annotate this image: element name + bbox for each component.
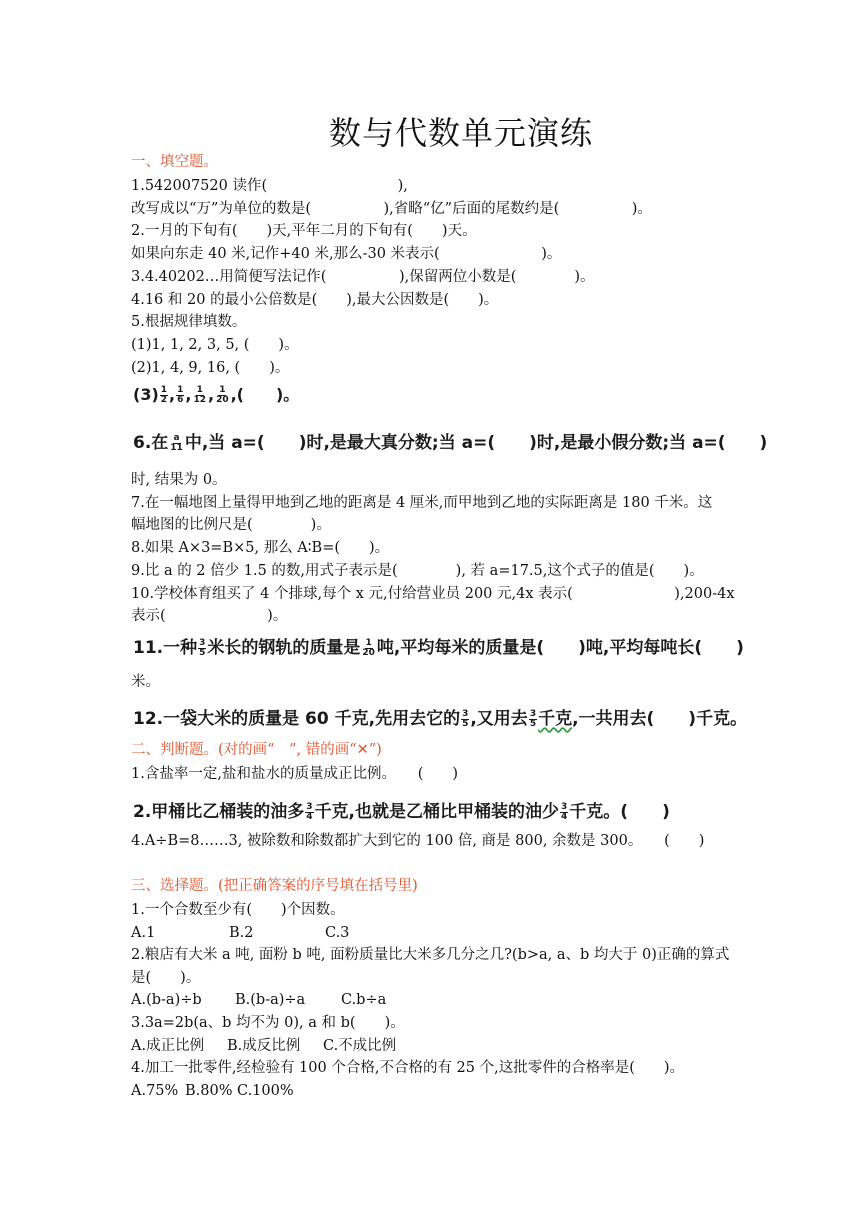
- fill-q1a: 1.542007520 读作( ),: [131, 178, 408, 194]
- page-title: 数与代数单元演练: [328, 114, 593, 152]
- fill-q7b: 幅地图的比例尺是( )。: [131, 517, 331, 533]
- fraction-numerator: 1: [160, 385, 168, 395]
- choice-q3: 3.3a=2b(a、b 均不为 0), a 和 b( )。: [131, 1015, 405, 1031]
- fraction-numerator: a: [173, 432, 180, 443]
- fill-q2b: 如果向东走 40 米,记作+40 米,那么-30 米表示( )。: [131, 246, 562, 262]
- fill-q9: 9.比 a 的 2 倍少 1.5 的数,用式子表示是( ), 若 a=17.5,这个式子的值是( )。: [131, 563, 704, 579]
- choice-q4-options: [131, 1081, 294, 1101]
- fraction: [176, 386, 184, 405]
- option-b: B.成反比例: [227, 1038, 301, 1054]
- choice-q4: 4.加工一批零件,经检验有 100 个合格,不合格的有 25 个,这批零件的合格率是( )。: [131, 1060, 685, 1076]
- fraction-denominator: 12: [193, 395, 206, 405]
- fraction-numerator: 3: [462, 708, 469, 719]
- section-judge-heading: 二、判断题。(对的画“ ”, 错的画“✕”): [131, 742, 382, 758]
- choice-q1-options: [131, 923, 349, 943]
- choice-q2b: 是( )。: [131, 970, 201, 986]
- judge-q1: 1.含盐率一定,盐和盐水的质量成正比例。 ( ): [131, 766, 459, 782]
- fraction-numerator: 3: [561, 801, 568, 812]
- choice-q3-options: [131, 1036, 396, 1056]
- judge-q2-prefix: 2.甲桶比乙桶装的油多: [133, 802, 305, 822]
- choice-q1: 1.一个合数至少有( )个因数。: [131, 902, 345, 918]
- fraction: [305, 803, 313, 822]
- fill-q12-prefix: 12.一袋大米的质量是 60 千克,先用去它的: [133, 709, 461, 729]
- judge-q4: 4.A÷B=8……3, 被除数和除数都扩大到它的 100 倍, 商是 800, 余数是 300。 ( ): [131, 833, 705, 849]
- fill-q6-prefix: 6.在: [133, 433, 169, 453]
- judge-q2-text-end: 千克。( ): [569, 802, 670, 822]
- fill-q12-text: ,又用去: [470, 709, 528, 729]
- fill-q5-3-suffix: ( )。: [236, 385, 300, 404]
- fill-q5-2: (2)1, 4, 9, 16, ( )。: [131, 360, 290, 376]
- section-choice-heading: 三、选择题。(把正确答案的序号填在括号里): [131, 878, 418, 894]
- fill-q5-3: (3) $\frac{1}{2}$ , $\frac{1}{6}$ , $\frac{1}{12}$ , $\frac{1}{20}$ ,( )。: [133, 385, 300, 405]
- fill-q5: 5.根据规律填数。: [131, 314, 247, 330]
- fill-q12: [133, 704, 747, 729]
- fill-q11: [133, 633, 744, 658]
- fraction-denominator: 11: [170, 442, 183, 453]
- fraction: [560, 803, 568, 822]
- fill-q8: 8.如果 A×3=B×5, 那么 A∶B=( )。: [131, 540, 390, 556]
- fraction-denominator: 6: [177, 395, 184, 405]
- fraction-numerator: 1: [219, 385, 226, 395]
- fraction: [361, 639, 376, 658]
- fill-q11-prefix: 11.一种: [133, 638, 198, 658]
- fill-q2a: 2.一月的下旬有( )天,平年二月的下旬有( )天。: [131, 223, 477, 239]
- fraction-denominator: 20: [216, 395, 229, 405]
- fraction-denominator: 20: [362, 647, 375, 658]
- fill-q12-text-end: ,一共用去( )千克。: [572, 709, 748, 729]
- judge-q2: [133, 797, 670, 822]
- choice-q2a: 2.粮店有大米 a 吨, 面粉 b 吨, 面粉质量比大米多几分之几?(b>a, a、b 均大于 0)正确的算式: [131, 947, 730, 963]
- fill-q12-underlined: 千克: [538, 709, 573, 729]
- fill-q5-3-prefix: (3): [133, 385, 159, 404]
- fill-q6-text: 中,当 a=( )时,是最大真分数;当 a=( )时,是最小假分数;当 a=( ): [184, 433, 768, 453]
- judge-q2-text: 千克,也就是乙桶比甲桶装的油少: [314, 802, 560, 822]
- fill-q5-1: (1)1, 1, 2, 3, 5, ( )。: [131, 337, 299, 353]
- fraction-denominator: 5: [462, 718, 469, 729]
- fraction: [198, 639, 206, 658]
- fraction: [169, 434, 184, 453]
- fraction-denominator: 4: [306, 811, 313, 822]
- option-b: B.2: [229, 925, 254, 941]
- option-a: A.成正比例: [131, 1038, 205, 1054]
- fill-q10a: 10.学校体育组买了 4 个排球,每个 x 元,付给营业员 200 元,4x 表示( ),200-4x: [131, 586, 735, 602]
- fraction: [215, 386, 230, 405]
- fraction: [192, 386, 207, 405]
- fill-q10b: 表示( )。: [131, 608, 288, 624]
- choice-q2-options: [131, 990, 386, 1010]
- option-c: C.b÷a: [341, 992, 387, 1008]
- fraction: [529, 710, 537, 729]
- fill-q1b: 改写成以“万”为单位的数是( ),省略“亿”后面的尾数约是( )。: [131, 201, 652, 217]
- fill-q7a: 7.在一幅地图上量得甲地到乙地的距离是 4 厘米,而甲地到乙地的实际距离是 180 千米。这: [131, 495, 713, 511]
- option-c: C.不成比例: [323, 1038, 397, 1054]
- fill-q4: 4.16 和 20 的最小公倍数是( ),最大公因数是( )。: [131, 292, 499, 308]
- fill-q11-tail: 米。: [131, 674, 160, 690]
- option-b: B.80%: [185, 1083, 233, 1099]
- fraction: [461, 710, 469, 729]
- fraction: [160, 386, 168, 405]
- fraction-numerator: 1: [365, 637, 372, 648]
- option-c: C.100%: [237, 1083, 294, 1099]
- fill-q6-tail: 时, 结果为 0。: [131, 472, 227, 488]
- fraction-numerator: 1: [196, 385, 203, 395]
- option-a: A.75%: [131, 1083, 179, 1099]
- option-b: B.(b-a)÷a: [235, 992, 306, 1008]
- fraction-numerator: 1: [177, 385, 184, 395]
- fraction-numerator: 3: [199, 637, 206, 648]
- fraction-denominator: 2: [160, 395, 168, 405]
- fill-q11-text: 米长的钢轨的质量是: [207, 638, 361, 658]
- fill-q3: 3.4.40202…用简便写法记作( ),保留两位小数是( )。: [131, 269, 595, 285]
- option-a: A.(b-a)÷b: [131, 992, 202, 1008]
- fraction-numerator: 3: [529, 708, 537, 719]
- fraction-denominator: 4: [561, 811, 568, 822]
- fill-q6: [133, 428, 767, 453]
- fraction-denominator: 5: [199, 647, 206, 658]
- option-a: A.1: [131, 925, 156, 941]
- option-c: C.3: [325, 925, 350, 941]
- fill-q11-text-end: 吨,平均每米的质量是( )吨,平均每吨长( ): [376, 638, 744, 658]
- fraction-numerator: 3: [306, 801, 313, 812]
- section-fill-heading: 一、填空题。: [131, 154, 218, 170]
- fraction-denominator: 5: [529, 718, 537, 729]
